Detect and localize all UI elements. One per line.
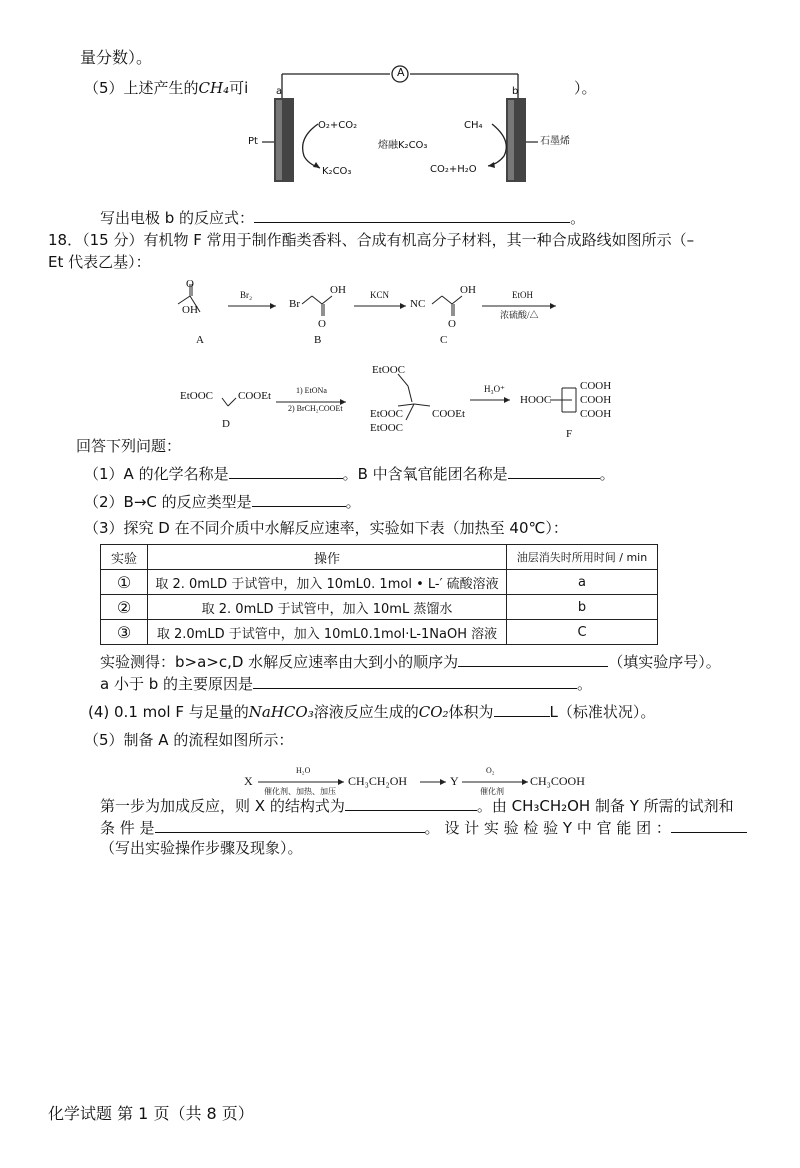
flow-y: Y xyxy=(450,774,459,788)
flow-ethanol: CH₃CH₂OH xyxy=(348,774,408,788)
a-o: O xyxy=(186,278,194,290)
flow-acetic-acid: CH₃COOH xyxy=(530,774,585,788)
q3-result: 实验测得：b>a>c,D 水解反应速率由大到小的顺序为 （填实验序号）。 xyxy=(100,653,721,671)
q18-part3: （3）探究 D 在不同介质中水解反应速率，实验如下表（加热至 40℃）： xyxy=(84,519,568,537)
reagent-h2so4: 浓硫酸/△ xyxy=(500,310,539,320)
q18-part2: （2）B→C 的反应类型是 。 xyxy=(84,493,361,511)
f-cooh-2: COOH xyxy=(580,394,612,406)
c-o: O xyxy=(448,318,456,330)
reagent-bromoester: 2) BrCH₂COOEt xyxy=(288,404,343,413)
q18-part1: （1）A 的化学名称是 。B 中含氧官能团名称是 。 xyxy=(84,465,615,483)
f-cooh-1: COOH xyxy=(580,380,612,392)
q5-prompt: （5）上述产生的CH₄可i xyxy=(84,79,249,97)
electrode-b-question: 写出电极 b 的反应式： 。 xyxy=(100,209,586,227)
b-br: Br xyxy=(289,298,300,310)
label-a: A xyxy=(196,334,204,346)
right-outflow: CO₂+H₂O xyxy=(430,164,477,175)
row-no: ② xyxy=(101,595,148,620)
row-op: 取 2. 0mLD 于试管中，加入 10mL 蒸馏水 xyxy=(148,595,507,620)
row-no: ① xyxy=(101,570,148,595)
electrode-a-label: a xyxy=(276,86,283,97)
c-nc: NC xyxy=(410,298,426,310)
q18-part5: （5）制备 A 的流程如图所示： xyxy=(84,731,294,749)
table-header-time: 油层消失时所用时间 / min xyxy=(507,545,658,570)
label-d: D xyxy=(222,418,230,430)
flow-conditions-1: 催化剂、加热、加压 xyxy=(264,787,336,796)
e-bottom: EtOOC xyxy=(370,422,403,434)
experiment-table xyxy=(100,544,658,645)
label-b: B xyxy=(314,334,322,346)
q18-header-2: Et 代表乙基）： xyxy=(48,253,151,271)
table-row xyxy=(101,595,658,620)
flow-catalyst: 催化剂 xyxy=(480,787,504,796)
fuel-cell-diagram xyxy=(240,60,580,188)
table-row xyxy=(101,570,658,595)
row-no: ③ xyxy=(101,620,148,645)
row-time: b xyxy=(507,595,658,620)
ammeter-label: A xyxy=(397,66,405,79)
flow-h2o: H₂O xyxy=(296,766,311,775)
row-time: C xyxy=(507,620,658,645)
left-outflow: K₂CO₃ xyxy=(322,166,352,177)
row-op: 取 2. 0mLD 于试管中，加入 10mL0. 1mol • L-′ 硫酸溶液 xyxy=(148,570,507,595)
label-f: F xyxy=(566,428,573,440)
reagent-h3o: H₃O⁺ xyxy=(484,384,505,394)
electrolyte-label: 熔融K₂CO₃ xyxy=(378,140,428,151)
q5-line1: 第一步为加成反应，则 X 的结构式为 。由 CH₃CH₂OH 制备 Y 所需的试剂和 xyxy=(100,797,734,815)
page-footer: 化学试题 第 1 页（共 8 页） xyxy=(48,1104,254,1123)
graphene-electrode-label: 石墨烯 xyxy=(540,136,570,147)
flow-o2: O₂ xyxy=(486,766,495,775)
reagent-etoh: EtOH xyxy=(512,290,533,300)
row-time: a xyxy=(507,570,658,595)
electrode-b-label: b xyxy=(512,86,519,97)
c-oh: OH xyxy=(460,284,476,296)
label-c: C xyxy=(440,334,448,346)
reagent-kcn: KCN xyxy=(370,290,390,300)
e-right: COOEt xyxy=(432,408,465,420)
q5-line3: （写出实验操作步骤及现象）。 xyxy=(100,839,303,857)
q5-line2: 条 件 是 。 设 计 实 验 检 验 Y 中 官 能 团 ： xyxy=(100,818,747,838)
a-oh: OH xyxy=(182,304,198,316)
q3-reason: a 小于 b 的主要原因是 。 xyxy=(100,675,593,693)
flow-x: X xyxy=(244,774,253,788)
reagent-etona: 1) EtONa xyxy=(296,386,327,395)
answer-intro: 回答下列问题： xyxy=(76,437,182,455)
f-left: HOOC xyxy=(520,394,552,406)
row-op: 取 2.0mLD 于试管中，加入 10mL0.1mol·L-1NaOH 溶液 xyxy=(148,620,507,645)
table-header-op: 操作 xyxy=(148,545,507,570)
f-cooh-3: COOH xyxy=(580,408,612,420)
right-inflow: CH₄ xyxy=(464,120,483,131)
q18-part4: (4) 0.1 mol F 与足量的NaHCO₃溶液反应生成的CO₂体积为 L（标准状况）。 xyxy=(88,703,656,721)
intro-line: 量分数）。 xyxy=(80,48,153,67)
q5-prompt-end: ）。 xyxy=(574,79,597,97)
e-mid: EtOOC xyxy=(370,408,403,420)
b-o: O xyxy=(318,318,326,330)
d-left: EtOOC xyxy=(180,390,213,402)
b-oh: OH xyxy=(330,284,346,296)
e-top: EtOOC xyxy=(372,364,405,376)
table-row xyxy=(101,620,658,645)
q18-header: 18．（15 分）有机物 F 常用于制作酯类香料、合成有机高分子材料，其一种合成路线如图所示（– xyxy=(48,231,695,249)
left-inflow: O₂+CO₂ xyxy=(318,120,358,131)
pt-electrode-label: Pt xyxy=(248,136,258,147)
table-header-no: 实验 xyxy=(101,545,148,570)
d-right: COOEt xyxy=(238,390,271,402)
reagent-br2: Br₂ xyxy=(240,290,253,300)
